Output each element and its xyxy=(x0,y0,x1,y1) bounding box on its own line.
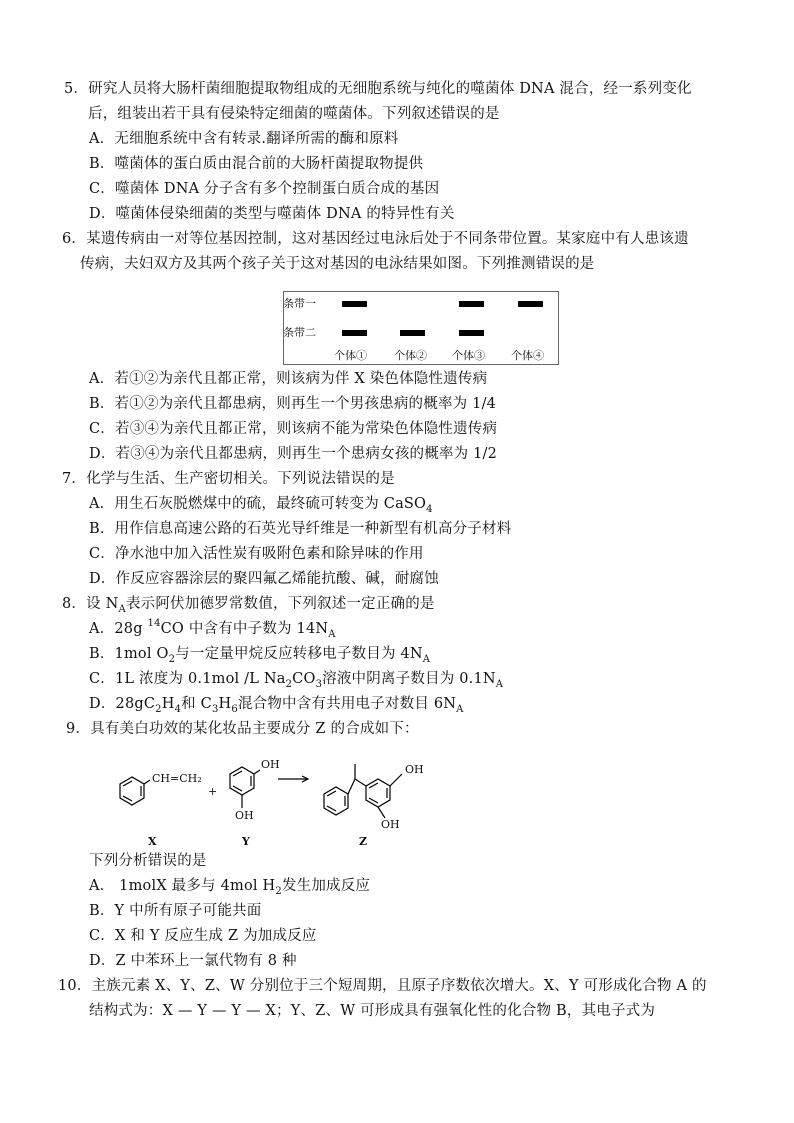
q8-option-a: A．28g $^{14}$CO 中含有中子数为 $14N_A$ xyxy=(89,618,336,640)
q5-option-b: B．噬菌体的蛋白质由混合前的大肠杆菌提取物提供 xyxy=(89,156,424,172)
q6-option-a: A．若①②为亲代且都正常，则该病为伴 X 染色体隐性遗传病 xyxy=(89,371,488,387)
q9-option-b: B．Y 中所有原子可能共面 xyxy=(89,903,262,919)
q8-stem: 8．设 $N_A$表示阿伏加德罗常数值，下列叙述一定正确的是 xyxy=(62,596,435,615)
q5-option-d: D．噬菌体侵染细菌的类型与噬菌体 DNA 的特异性有关 xyxy=(89,206,455,222)
q6-stem-line1: 6．某遗传病由一对等位基因控制，这对基因经过电泳后处于不同条带位置。某家庭中有人患该遗 xyxy=(62,231,689,247)
y-compound-label: Y xyxy=(242,835,250,848)
band-ind4-row1 xyxy=(518,301,543,307)
band2-label: 条带二 xyxy=(283,326,316,339)
q5-stem-line2: 后，组装出若干具有侵染特定细菌的噬菌体。下列叙述错误的是 xyxy=(88,106,500,122)
q5-stem-line1: 5．研究人员将大肠杆菌细胞提取物组成的无细胞系统与纯化的噬菌体 DNA 混合，经一系列变化 xyxy=(64,81,692,97)
band1-label: 条带一 xyxy=(283,297,316,310)
band-ind1-row1 xyxy=(342,301,367,307)
z-oh-top-label: OH xyxy=(405,763,424,776)
q6-option-d: D．若③④为亲代且都患病，则再生一个患病女孩的概率为 1/2 xyxy=(89,446,498,462)
q8-option-c: C．1L 浓度为 0.1mol /L $Na_2CO_3$溶液中阴离子数目为 $0.1N_A$ xyxy=(89,671,504,690)
electrophoresis-figure xyxy=(283,291,559,365)
q8-option-b: B．1mol $O_2$与一定量甲烷反应转移电子数目为 $4N_A$ xyxy=(89,646,431,665)
q5-option-c: C．噬菌体 DNA 分子含有多个控制蛋白质合成的基因 xyxy=(89,181,440,197)
q7-option-d: D．作反应容器涂层的聚四氟乙烯能抗酸、碱，耐腐蚀 xyxy=(89,571,439,587)
q9-intro: 下列分析错误的是 xyxy=(89,853,207,869)
q9-option-d: D．Z 中苯环上一氯代物有 8 种 xyxy=(89,953,297,969)
individual-3-label: 个体③ xyxy=(452,349,485,362)
band-ind1-row2 xyxy=(342,330,367,336)
q10-stem-line1: 10．主族元素 X、Y、Z、W 分别位于三个短周期，且原子序数依次增大。X、Y 可形成化合物 A 的 xyxy=(58,978,707,994)
band-ind3-row2 xyxy=(459,330,484,336)
y-oh-bottom-label: OH xyxy=(235,809,254,822)
z-oh-bottom-label: OH xyxy=(381,818,400,831)
q6-option-b: B．若①②为亲代且都患病，则再生一个男孩患病的概率为 1/4 xyxy=(89,396,497,412)
q10-stem-line2: 结构式为：X — Y — Y — X；Y、Z、W 可形成具有强氧化性的化合物 B，其电子式为 xyxy=(89,1003,656,1019)
q7-stem: 7．化学与生活、生产密切相关。下列说法错误的是 xyxy=(62,471,395,487)
y-oh-top-label: OH xyxy=(261,758,280,771)
individual-1-label: 个体① xyxy=(334,349,367,362)
q8-option-d: D．$28gC_2H_4$和 $C_3H_6$混合物中含有共用电子对数目 $6N_A$ xyxy=(89,696,464,715)
individual-4-label: 个体④ xyxy=(511,349,544,362)
q5-option-a: A．无细胞系统中含有转录.翻译所需的酶和原料 xyxy=(89,131,399,147)
band-ind3-row1 xyxy=(459,301,484,307)
plus-sign: + xyxy=(208,785,218,798)
x-substituent-label: CH=CH₂ xyxy=(152,772,202,785)
q9-option-c: C．X 和 Y 反应生成 Z 为加成反应 xyxy=(89,928,317,944)
q6-stem-line2: 传病，夫妇双方及其两个孩子关于这对基因的电泳结果如图。下列推测错误的是 xyxy=(80,256,595,272)
x-compound-label: X xyxy=(148,835,157,848)
q9-option-a: A． 1molX 最多与 4mol $H_2$发生加成反应 xyxy=(89,878,371,897)
q7-option-a: A．用生石灰脱燃煤中的硫，最终硫可转变为 CaSO$_4$ xyxy=(89,496,433,515)
band-ind2-row2 xyxy=(400,330,425,336)
reaction-scheme-figure xyxy=(102,746,435,852)
z-compound-label: Z xyxy=(359,835,368,848)
q6-option-c: C．若③④为亲代且都正常，则该病不能为常染色体隐性遗传病 xyxy=(89,421,498,437)
individual-2-label: 个体② xyxy=(394,349,427,362)
q9-stem: 9．具有美白功效的某化妆品主要成分 Z 的合成如下： xyxy=(66,721,419,737)
q7-option-b: B．用作信息高速公路的石英光导纤维是一种新型有机高分子材料 xyxy=(89,521,512,537)
q7-option-c: C．净水池中加入活性炭有吸附色素和除异味的作用 xyxy=(89,546,424,562)
